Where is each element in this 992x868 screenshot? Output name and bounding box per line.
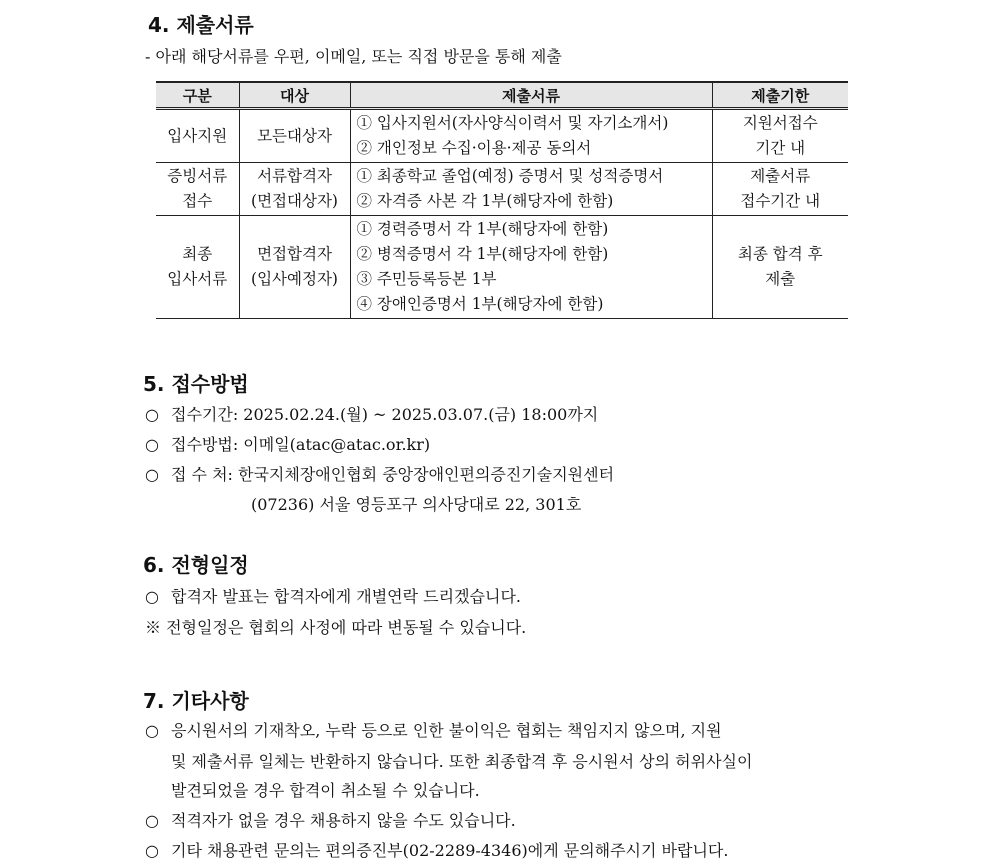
other-item-1: ○ 응시원서의 기재착오, 누락 등으로 인한 불이익은 협회는 책임지지 않으며, 지원: [145, 721, 722, 740]
table-row: [156, 163, 848, 216]
schedule-note: ※ 전형일정은 협회의 사정에 따라 변동될 수 있습니다.: [145, 618, 527, 637]
reception-period: ○ 접수기간: 2025.02.24.(월) ~ 2025.03.07.(금) 18:00까지: [145, 405, 599, 424]
bullet-icon: ○: [145, 841, 159, 860]
section-6-title: 6. 전형일정: [143, 553, 249, 577]
other-item-3: ○ 기타 채용관련 문의는 편의증진부(02-2289-4346)에게 문의해주시기 바랍니다.: [145, 841, 729, 860]
row-category: 최종 입사서류: [156, 216, 239, 319]
header-deadline: 제출기한: [712, 82, 848, 109]
documents-table: [156, 81, 848, 319]
row-category: 증빙서류 접수: [156, 163, 239, 216]
schedule-line: ○ 합격자 발표는 합격자에게 개별연락 드리겠습니다.: [145, 587, 522, 606]
header-documents: 제출서류: [350, 82, 712, 109]
bullet-icon: ○: [145, 811, 159, 830]
section-4-intro: - 아래 해당서류를 우편, 이메일, 또는 직접 방문을 통해 제출: [145, 47, 562, 66]
table-row: [156, 216, 848, 319]
bullet-icon: ○: [145, 587, 159, 606]
section-7-title: 7. 기타사항: [143, 689, 249, 713]
reception-method: ○ 접수방법: 이메일(atac@atac.or.kr): [145, 435, 431, 454]
other-item-1-cont2: 발견되었을 경우 합격이 취소될 수 있습니다.: [171, 781, 480, 800]
other-item-1-cont: 및 제출서류 일체는 반환하지 않습니다. 또한 최종합격 후 응시원서 상의 허위사실이: [171, 752, 753, 771]
reception-place: ○ 접 수 처: 한국지체장애인협회 중앙장애인편의증진기술지원센터: [145, 465, 615, 484]
row-deadline: 제출서류 접수기간 내: [712, 163, 848, 216]
bullet-icon: ○: [145, 465, 159, 484]
other-item-2: ○ 적격자가 없을 경우 채용하지 않을 수도 있습니다.: [145, 811, 516, 830]
row-target: 모든대상자: [239, 109, 350, 163]
row-deadline: 지원서접수 기간 내: [712, 109, 848, 163]
section-4-title: 4. 제출서류: [148, 13, 254, 37]
bullet-icon: ○: [145, 435, 159, 454]
reception-address: (07236) 서울 영등포구 의사당대로 22, 301호: [251, 495, 582, 514]
bullet-icon: ○: [145, 405, 159, 424]
row-deadline: 최종 합격 후 제출: [712, 216, 848, 319]
row-documents: ① 입사지원서(자사양식이력서 및 자기소개서) ② 개인정보 수집·이용·제공 동의서: [350, 109, 712, 163]
row-target: 서류합격자 (면접대상자): [239, 163, 350, 216]
row-documents: ① 경력증명서 각 1부(해당자에 한함) ② 병적증명서 각 1부(해당자에 한함) ③ 주민등록등본 1부 ④ 장애인증명서 1부(해당자에 한함): [350, 216, 712, 319]
bullet-icon: ○: [145, 721, 159, 740]
table-row: [156, 109, 848, 163]
row-documents: ① 최종학교 졸업(예정) 증명서 및 성적증명서 ② 자격증 사본 각 1부(해당자에 한함): [350, 163, 712, 216]
row-category: 입사지원: [156, 109, 239, 163]
header-category: 구분: [156, 82, 239, 109]
row-target: 면접합격자 (입사예정자): [239, 216, 350, 319]
header-target: 대상: [239, 82, 350, 109]
section-5-title: 5. 접수방법: [143, 372, 249, 396]
table-header-row: [156, 82, 848, 109]
